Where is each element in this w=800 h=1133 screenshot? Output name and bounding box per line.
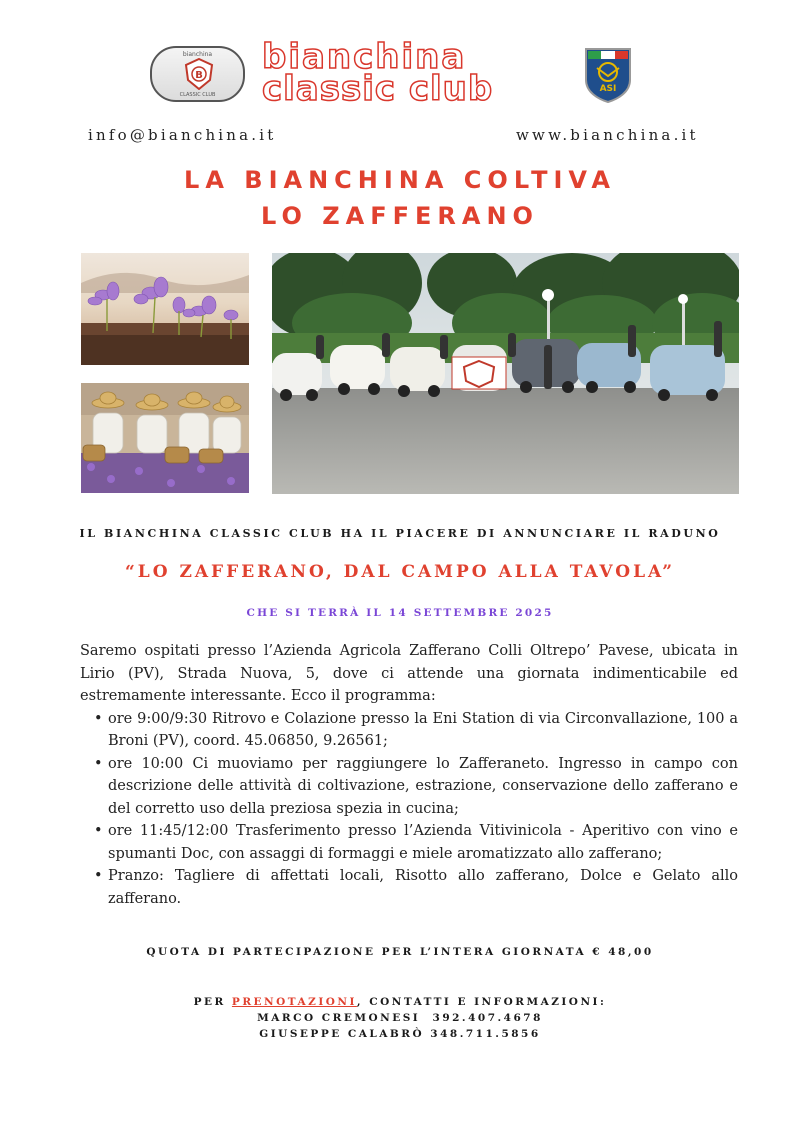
contact-giuseppe: GIUSEPPE CALABRÒ 348.711.5856 [259, 1028, 541, 1040]
program-item: • ore 9:00/9:30 Ritrovo e Colazione presso la Eni Station di via Circonvallazione, 100 a Broni (PV), coord. 45.06850, 9.26561; [108, 708, 738, 753]
program-item: • ore 10:00 Ci muoviamo per raggiungere lo Zafferaneto. Ingresso in campo con descrizione delle attività di coltivazione, estrazione, conservazione dello zafferano e del corretto uso della preziosa spezia in cucina; [108, 753, 738, 821]
brand-line2: classic club [262, 69, 494, 109]
announcement-intro: IL BIANCHINA CLASSIC CLUB HA IL PIACERE DI ANNUNCIARE IL RADUNO [79, 527, 721, 540]
asi-shield-logo [583, 46, 633, 104]
program-list [80, 708, 738, 911]
booking-link[interactable]: PRENOTAZIONI [231, 996, 357, 1008]
program-body [80, 640, 738, 910]
event-name: “LO ZAFFERANO, DAL CAMPO ALLA TAVOLA” [125, 562, 675, 582]
saffron-flowers-photo [81, 253, 249, 365]
club-badge-logo [150, 46, 245, 102]
program-item: • Pranzo: Tagliere di affettati locali, Risotto allo zafferano, Dolce e Gelato allo zafferano. [108, 865, 738, 910]
title-line2: LO ZAFFERANO [261, 202, 539, 230]
bianchina-cars-photo [272, 253, 739, 494]
asi-label: ASI [599, 84, 617, 94]
program-item: • ore 11:45/12:00 Trasferimento presso l’Azienda Vitivinicola - Aperitivo con vino e spumanti Doc, con assaggi di formaggi e miele aromatizzato allo zafferano; [108, 820, 738, 865]
badge-bottom-text: CLASSIC CLUB [179, 92, 216, 98]
event-date: CHE SI TERRÀ IL 14 SETTEMBRE 2025 [246, 607, 554, 619]
contact-marco: MARCO CREMONESI 392.407.4678 [257, 1012, 543, 1024]
title-line1: LA BIANCHINA COLTIVA [184, 166, 616, 194]
booking-line [0, 994, 800, 1010]
svg-text:B: B [195, 70, 203, 81]
participation-fee: QUOTA DI PARTECIPAZIONE PER L’INTERA GIORNATA € 48,00 [146, 946, 654, 958]
program-intro: Saremo ospitati presso l’Azienda Agricola Zafferano Colli Oltrepo’ Pavese, ubicata in Lirio (PV), Strada Nuova, 5, dove ci attende una giornata indimenticabile ed estremamente interessante. Ecco il programma: [80, 643, 738, 704]
email-link[interactable]: info@bianchina.it [88, 126, 277, 144]
saffron-pickers-photo [81, 383, 249, 493]
footer-contacts [0, 994, 800, 1042]
website-link[interactable]: www.bianchina.it [516, 126, 699, 144]
shield-icon [184, 58, 214, 90]
booking-suffix: , CONTATTI E INFORMAZIONI: [356, 996, 607, 1008]
brand-line1: bianchina [262, 37, 467, 77]
booking-prefix: PER [193, 996, 232, 1008]
asi-emblem-icon [583, 46, 633, 104]
badge-top-text: bianchina [182, 51, 213, 58]
